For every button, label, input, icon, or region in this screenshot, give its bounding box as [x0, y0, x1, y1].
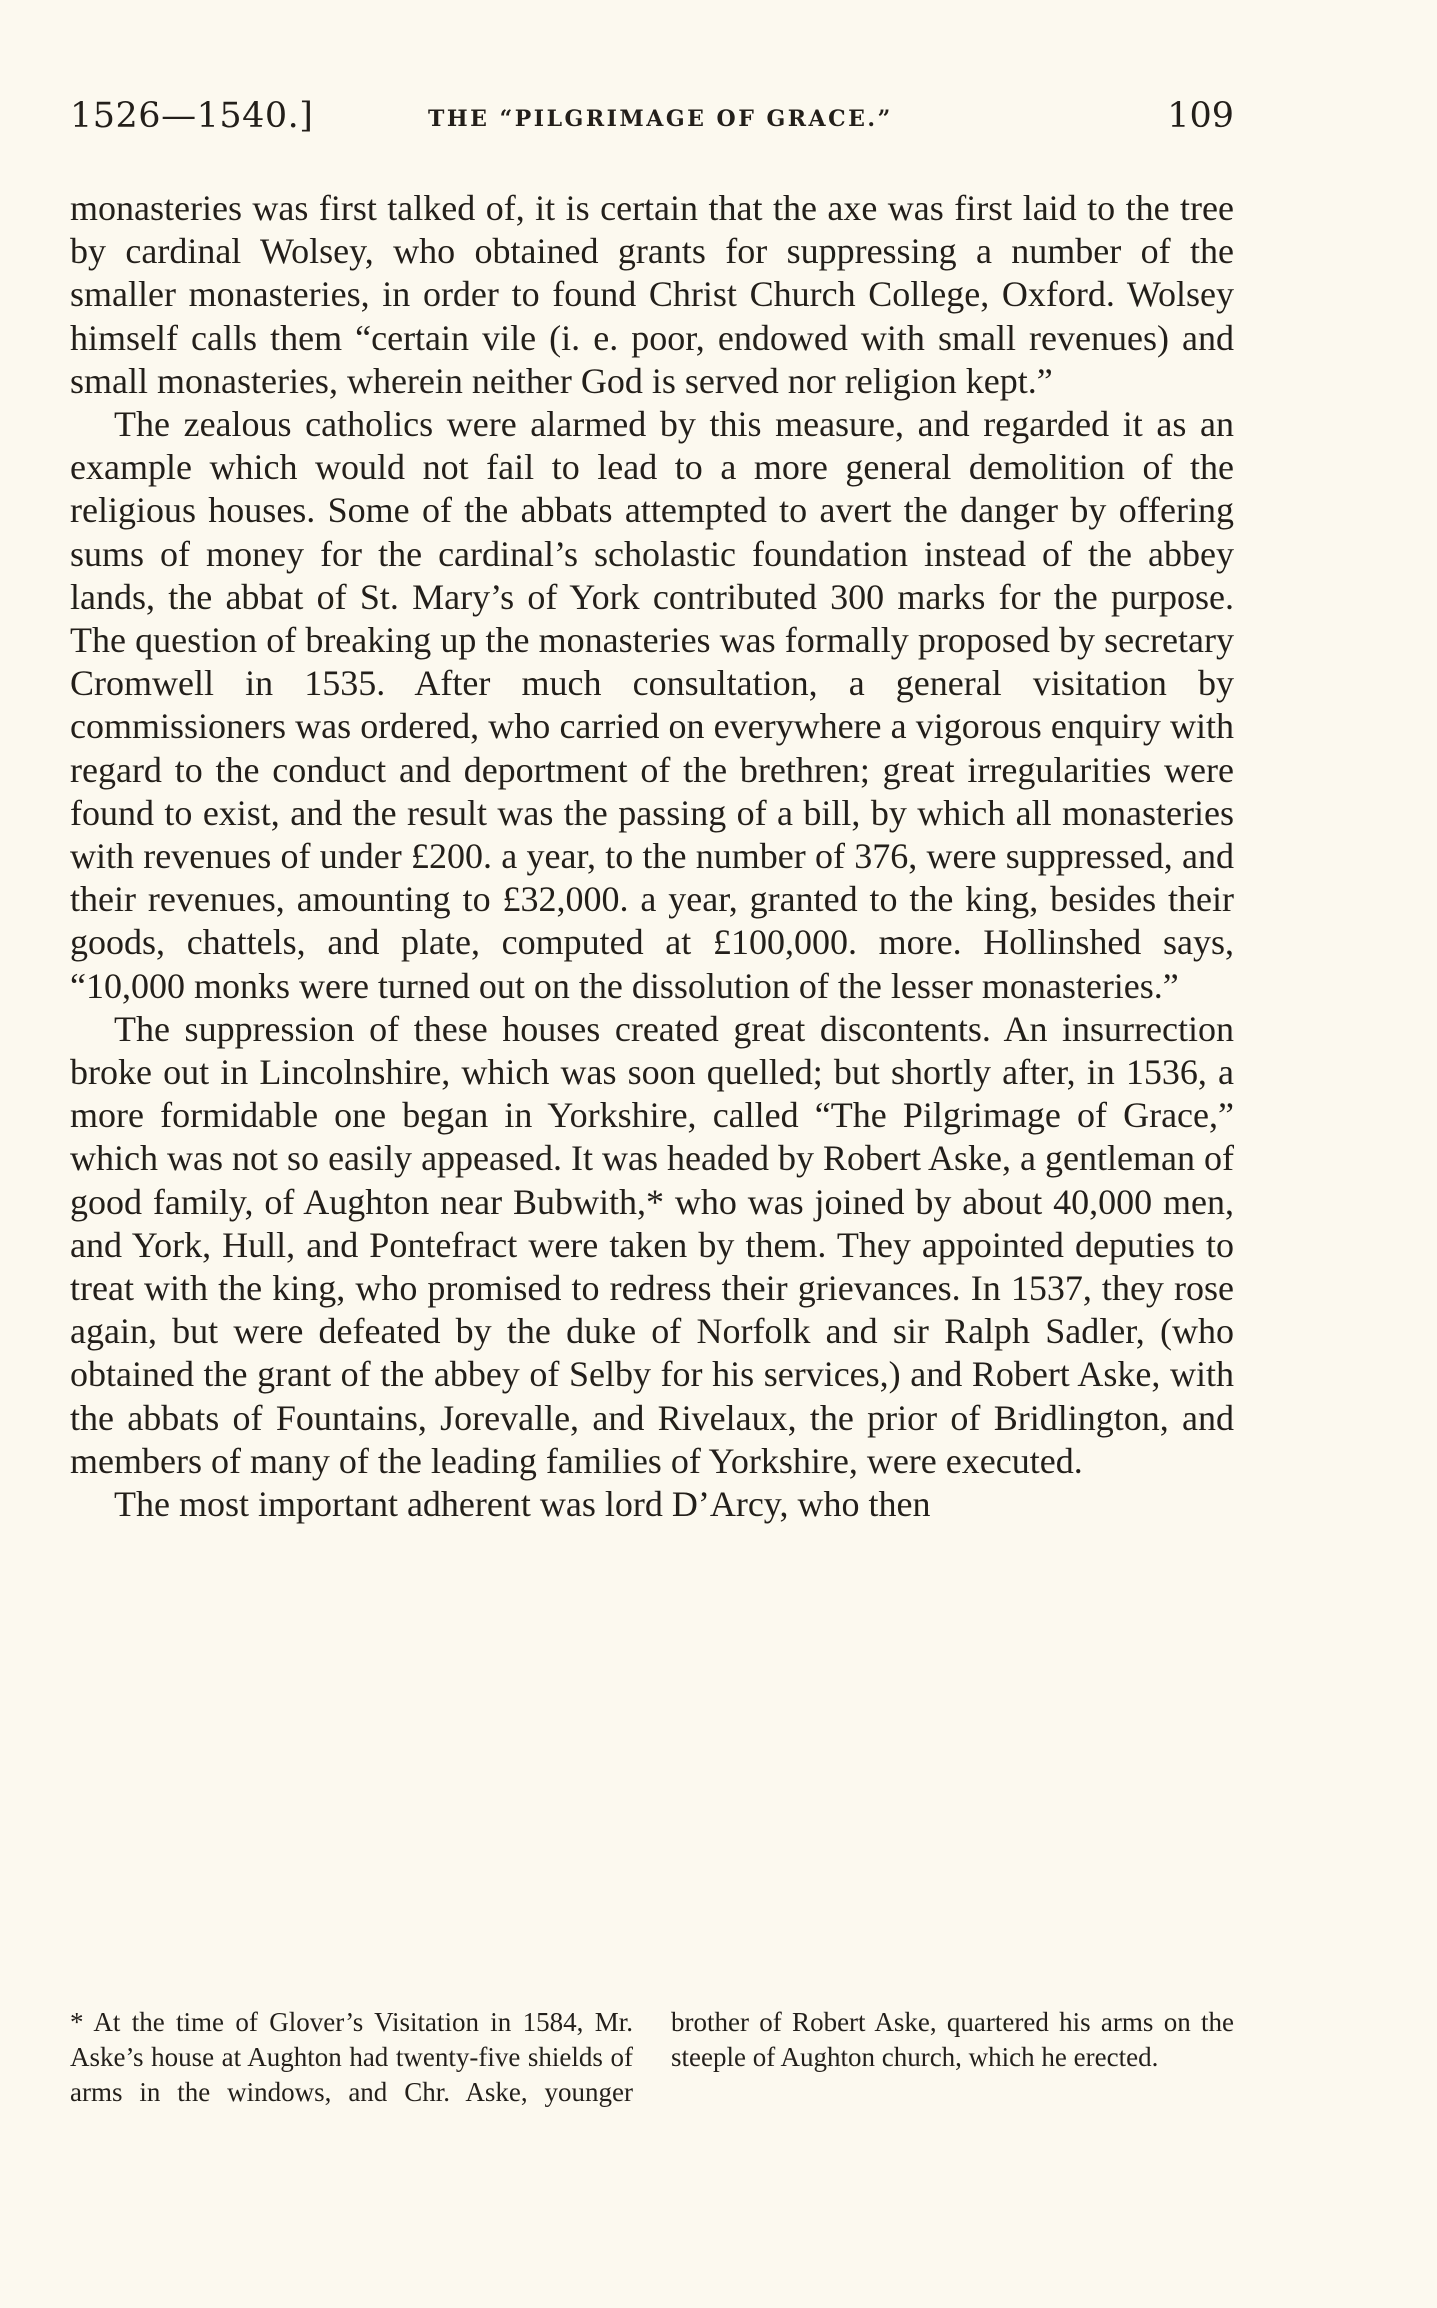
footnote — [70, 2005, 1234, 2145]
body-text — [70, 187, 1234, 1526]
header-date-range: 1526—1540.] — [70, 96, 314, 136]
paragraph-4: The most important adherent was lord D’Arcy, who then — [114, 1484, 931, 1525]
paragraph-3: The suppression of these houses created great discontents. An insurrection broke out in Lincolnshire, which was soon quelled; but shortly after, in 1536, a more formidable one began in Yorkshire, called “The Pilgrimage of Grace,” which was not so easily appeased. It was headed by Robert Aske, a gentleman of good family, of Aughton near Bubwith,* who was joined by about 40,000 men, and York, Hull, and Pontefract were taken by them. They appointed deputies to treat with the king, who promised to redress their grievances. In 1537, they rose again, but were defeated by the duke of Norfolk and sir Ralph Sadler, (who obtained the grant of the abbey of Selby for his services,) and Robert Aske, with the abbats of Fountains, Jorevalle, and Rivelaux, the prior of Bridlington, and members of many of the leading families of Yorkshire, were executed. — [70, 1008, 1234, 1481]
page-number: 109 — [1167, 96, 1234, 136]
footnote-text: * At the time of Glover’s Visitation in 1584, Mr. Aske’s house at Aughton had twenty-five shields of arms in the windows, and Chr. Aske, younger brother of Robert Aske, quartered his arms on the steeple of Aughton church, which he erected. — [70, 2007, 1234, 2107]
paragraph-2: The zealous catholics were alarmed by this measure, and regarded it as an example which would not fail to lead to a more general demolition of the religious houses. Some of the abbats attempted to avert the danger by offering sums of money for the cardinal’s scholastic foundation instead of the abbey lands, the abbat of St. Mary’s of York contributed 300 marks for the purpose. The question of breaking up the monasteries was formally proposed by secretary Cromwell in 1535. After much consultation, a general visitation by commissioners was ordered, who carried on everywhere a vigorous enquiry with regard to the conduct and deportment of the brethren; great irregularities were found to exist, and the result was the passing of a bill, by which all monasteries with revenues of under £200. a year, to the number of 376, were suppressed, and their revenues, amounting to £32,000. a year, granted to the king, besides their goods, chattels, and plate, computed at £100,000. more. Hollinshed says, “10,000 monks were turned out on the dissolution of the lesser monasteries.” — [70, 404, 1234, 1006]
paragraph-1: monasteries was first talked of, it is certain that the axe was first laid to the tree by cardinal Wolsey, who obtained grants for suppressing a number of the smaller monasteries, in order to found Christ Church College, Oxford. Wolsey himself calls them “certain vile (i. e. poor, endowed with small revenues) and small monasteries, wherein neither God is served nor religion kept.” — [70, 188, 1234, 401]
header-title: THE “PILGRIMAGE OF GRACE.” — [428, 106, 893, 132]
running-header — [70, 96, 1234, 152]
